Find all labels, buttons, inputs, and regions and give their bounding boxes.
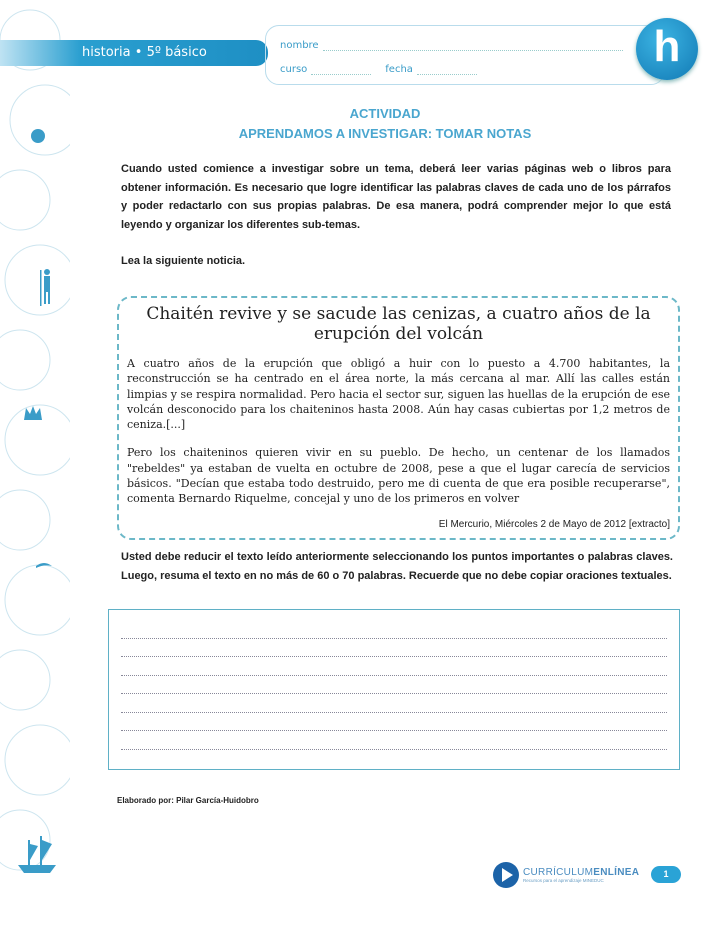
play-logo-icon [493,862,519,888]
brand-part-2: ENLÍNEA [593,867,640,878]
subject-band [0,40,268,66]
read-prompt: Lea la siguiente noticia. [121,255,246,267]
answer-line [121,657,667,676]
course-label: curso [280,64,308,75]
name-label: nombre [280,40,319,51]
subject-label: historia [82,45,131,60]
answer-line [121,713,667,732]
answer-area[interactable] [108,609,680,770]
author-credit: Elaborado por: Pilar García-Huidobro [117,796,259,805]
course-field[interactable] [311,65,371,75]
page-title: APRENDAMOS A INVESTIGAR: TOMAR NOTAS [238,126,532,141]
brand-tagline: Recursos para el aprendizaje MINEDUC [523,878,604,883]
answer-line [121,676,667,695]
history-logo: h [636,18,698,80]
news-source: El Mercurio, Miércoles 2 de Mayo de 2012 [extracto] [438,519,670,530]
bird-icon [36,563,52,568]
brand-part-1: CURRÍCULUM [523,867,594,878]
bullet: • [134,45,143,60]
student-info-box [265,25,665,85]
intro-paragraph: Cuando usted comience a investigar sobre un tema, deberá leer varias páginas web o libros para obtener información. Es necesario que logre identificar las palabras claves de cada uno de los párrafos y poder redactarlo con sus propias palabras. De esa manera, podrá comprender mejor lo que está leyendo y organizar los diferentes sub-temas. [121,163,671,231]
news-paragraph-2: Pero los chaiteninos quieren vivir en su pueblo. De hecho, un centenar de los llamados "rebeldes" ya estaban de vuelta en octubre de 2008, pese a que el lugar carecía de servicios básicos. "Decían que estaba todo destruido, pero me di cuenta de que era posible recuperarse", comenta Bernardo Riquelme, concejal y uno de los primeros en volver [127,446,670,506]
activity-label: ACTIVIDAD [349,106,421,121]
explorer-figure-icon [40,269,50,306]
news-headline: Chaitén revive y se sacude las cenizas, a cuatro años de la erupción del volcán [146,304,651,344]
date-label: fecha [385,64,413,75]
news-box [117,296,680,540]
instruction-paragraph: Usted debe reducir el texto leído anteriormente seleccionando los puntos importantes o palabras claves. Luego, resuma el texto en no más de 60 o 70 palabras. Recuerde que no debe copiar oraciones textuales. [121,551,673,582]
grade-label: 5º básico [146,45,207,60]
page-number-badge: 1 [651,866,681,883]
answer-line [121,639,667,658]
news-paragraph-1: A cuatro años de la erupción que obligó a huir con lo puesto a 4.700 habitantes, la reconstrucción se ha centrado en el área norte, la más cercana al mar. Allí las calles están limpias y se respira normalidad. Pero hacia el sector sur, siguen las huellas de la erupción de ese volcán desconocido para los chaiteninos hasta 2008. Aún hay casas cubiertas por 1,2 metros de ceniza.[...] [127,357,670,432]
name-field[interactable] [323,41,623,51]
answer-line [121,731,667,750]
date-field[interactable] [417,65,477,75]
answer-line [121,694,667,713]
curriculum-logo [493,862,639,888]
answer-line [121,620,667,639]
